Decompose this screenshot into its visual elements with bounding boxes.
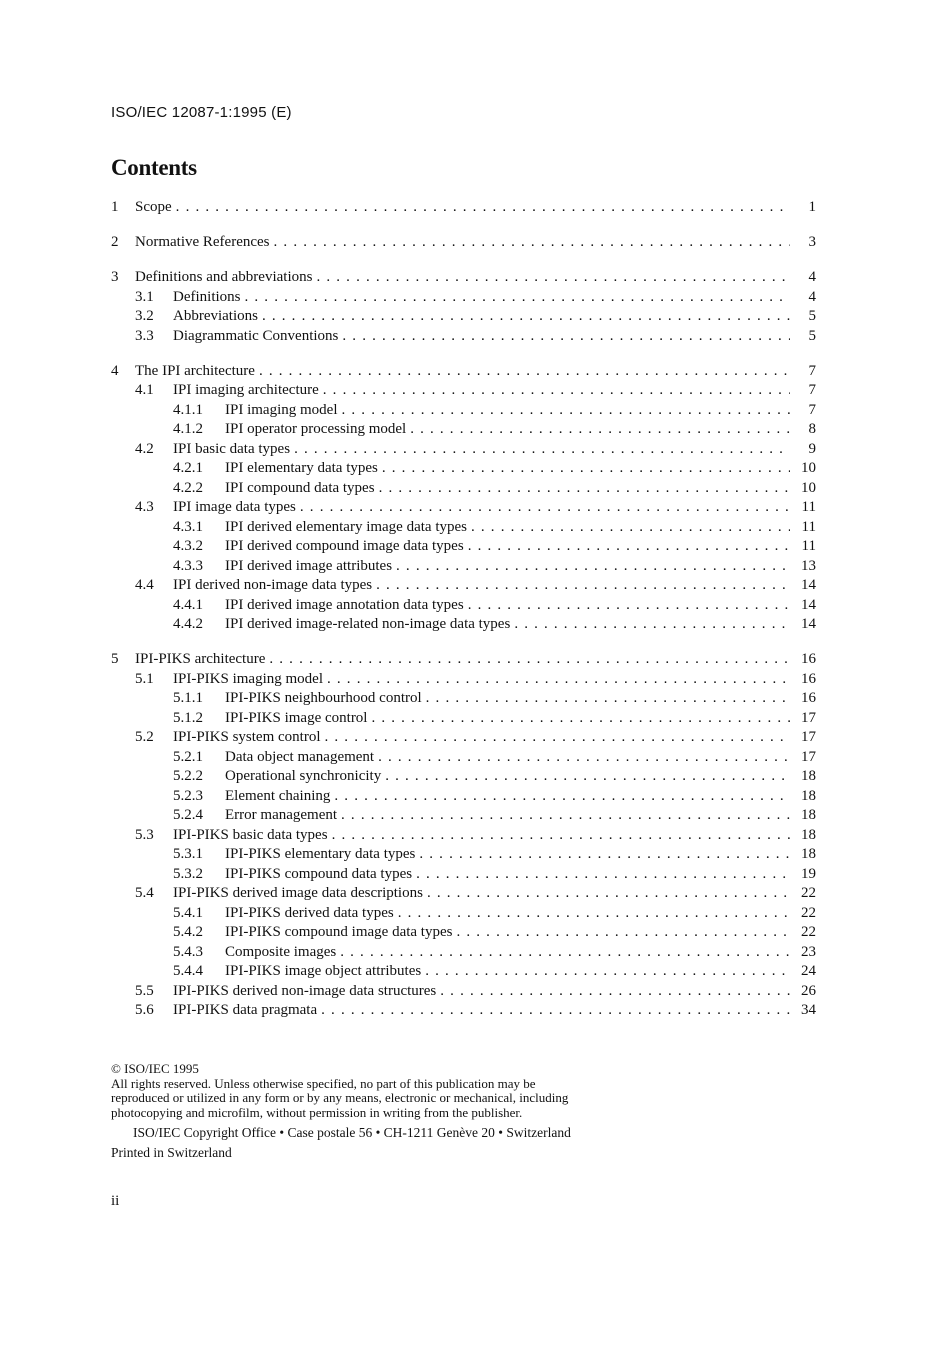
- toc-entry-title-leader: [225, 943, 790, 963]
- toc-entry-title: IPI-PIKS compound data types: [225, 865, 413, 882]
- toc-entry[interactable]: [111, 689, 816, 709]
- toc-entry-title-leader: [173, 381, 790, 401]
- toc-entry-number: 5.3.1: [173, 846, 203, 862]
- toc-entry-title-leader: [225, 865, 790, 885]
- toc-entry[interactable]: [111, 327, 816, 347]
- toc-entry-title-leader: [225, 767, 790, 787]
- toc-entry-page: 9: [808, 440, 816, 457]
- toc-entry-number: 3: [111, 269, 119, 285]
- toc-entry[interactable]: [111, 268, 816, 288]
- toc-entry-page: 10: [801, 479, 816, 496]
- toc-entry-page: 34: [801, 1002, 816, 1018]
- toc-entry[interactable]: [111, 557, 816, 577]
- toc-entry-title: IPI basic data types: [173, 440, 291, 457]
- toc-entry-page: 14: [801, 577, 816, 593]
- toc-entry-number: 3.1: [135, 288, 154, 305]
- toc-entry[interactable]: [111, 401, 816, 421]
- toc-entry[interactable]: [111, 288, 816, 308]
- toc-entry-title: Scope: [135, 199, 172, 215]
- toc-entry[interactable]: [111, 498, 816, 518]
- toc-entry-title-leader: [173, 498, 790, 518]
- toc-entry-title: IPI derived elementary image data types: [225, 518, 467, 535]
- toc-entry-title-leader: [225, 806, 790, 826]
- toc-entry[interactable]: [111, 709, 816, 729]
- toc-entry[interactable]: [111, 923, 816, 943]
- toc-entry-title: The IPI architecture: [135, 362, 255, 379]
- toc-entry-title: IPI-PIKS derived data types: [225, 904, 394, 921]
- rights-text-line-3: photocopying and microfilm, without permission in writing from the publisher.: [111, 1104, 523, 1120]
- toc-entry[interactable]: [111, 596, 816, 616]
- toc-entry-title-leader: [173, 1001, 790, 1021]
- toc-entry-title-leader: [173, 670, 790, 690]
- toc-entry[interactable]: [111, 865, 816, 885]
- toc-entry[interactable]: [111, 459, 816, 479]
- toc-entry-page: 19: [801, 865, 816, 882]
- toc-entry-title-leader: [173, 307, 790, 327]
- toc-entry-page: 24: [801, 963, 816, 979]
- toc-entry-page: 16: [801, 670, 816, 687]
- toc-entry-title-leader: [173, 576, 790, 596]
- toc-entry-title: Element chaining: [225, 787, 331, 804]
- toc-entry-title: Definitions and abbreviations: [135, 269, 313, 285]
- toc-entry-title: IPI image data types: [173, 499, 296, 515]
- toc-entry-title: IPI-PIKS image object attributes: [225, 963, 422, 979]
- toc-entry-title: IPI imaging architecture: [173, 382, 319, 398]
- toc-entry-number: 4.1.1: [173, 401, 203, 418]
- toc-entry-title: IPI derived compound image data types: [225, 538, 464, 554]
- toc-entry-title: IPI derived image-related non-image data types: [225, 616, 511, 632]
- toc-entry-number: 4.2.2: [173, 479, 203, 496]
- toc-entry-number: 5.4.4: [173, 963, 203, 979]
- toc-entry-number: 5.6: [135, 1002, 154, 1018]
- toc-entry-title: IPI-PIKS system control: [173, 729, 321, 745]
- toc-entry-title: IPI-PIKS imaging model: [173, 670, 323, 687]
- toc-entry[interactable]: [111, 845, 816, 865]
- page-number: ii: [111, 1193, 120, 1209]
- toc-entry-title-leader: [173, 982, 790, 1002]
- toc-entry[interactable]: [111, 670, 816, 690]
- toc-entry-page: 22: [801, 904, 816, 921]
- toc-entry-page: 22: [801, 924, 816, 940]
- toc-entry-number: 4: [111, 362, 119, 379]
- toc-entry[interactable]: [111, 748, 816, 768]
- toc-entry-title: IPI compound data types: [225, 479, 375, 496]
- toc-entry-page: 22: [801, 885, 816, 901]
- toc-entry-page: 23: [801, 943, 816, 960]
- toc-entry[interactable]: [111, 1001, 816, 1021]
- toc-entry-number: 5.2.2: [173, 768, 203, 784]
- toc-entry-number: 5.3: [135, 826, 154, 843]
- toc-entry-title-leader: [225, 518, 790, 538]
- toc-entry-number: 4.4.1: [173, 596, 203, 613]
- toc-entry-page: 18: [801, 768, 816, 784]
- printed-in: Printed in Switzerland: [111, 1144, 232, 1160]
- toc-entry-title: IPI-PIKS data pragmata: [173, 1002, 318, 1018]
- toc-entry-number: 5.4.2: [173, 924, 203, 940]
- toc-entry-number: 5.2: [135, 729, 154, 745]
- toc-entry-title: Error management: [225, 807, 338, 823]
- toc-entry-title-leader: [225, 709, 790, 729]
- toc-entry-title-leader: [173, 440, 790, 460]
- toc-entry-page: 11: [801, 538, 816, 554]
- toc-entry-page: 18: [801, 807, 816, 823]
- toc-entry-number: 4.3.1: [173, 518, 203, 535]
- toc-entry-page: 1: [808, 199, 816, 215]
- toc-entry-number: 5.4.1: [173, 904, 203, 921]
- toc-entry-page: 11: [801, 518, 816, 535]
- toc-entry-number: 5.1: [135, 670, 154, 687]
- toc-entry-page: 17: [801, 748, 816, 765]
- toc-entry-title-leader: [173, 288, 790, 308]
- toc-entry-number: 4.4.2: [173, 616, 203, 632]
- toc-entry-title: IPI-PIKS derived non-image data structures: [173, 982, 437, 999]
- document-header: ISO/IEC 12087-1:1995 (E): [111, 104, 292, 121]
- toc-entry-number: 5.2.4: [173, 807, 203, 823]
- toc-entry-title-leader: [173, 884, 790, 904]
- toc-entry-page: 18: [801, 826, 816, 843]
- toc-entry-title-leader: [225, 787, 790, 807]
- toc-entry-title-leader: [135, 268, 790, 288]
- copyright-office-address: ISO/IEC Copyright Office • Case postale 56 • CH-1211 Genève 20 • Switzerland: [133, 1125, 571, 1140]
- toc-entry-title: IPI-PIKS neighbourhood control: [225, 690, 422, 706]
- toc-entry-page: 4: [808, 288, 816, 305]
- toc-entry-page: 5: [808, 308, 816, 324]
- toc-entry-page: 11: [801, 499, 816, 515]
- toc-entry-page: 17: [801, 729, 816, 745]
- toc-entry[interactable]: [111, 576, 816, 596]
- toc-entry-title: IPI operator processing model: [225, 421, 407, 437]
- toc-entry-page: 16: [801, 651, 816, 667]
- toc-entry-title-leader: [225, 845, 790, 865]
- toc-entry[interactable]: [111, 440, 816, 460]
- toc-entry[interactable]: [111, 884, 816, 904]
- toc-entry-number: 5.1.2: [173, 709, 203, 726]
- rights-text-line-1: All rights reserved. Unless otherwise specified, no part of this publication may be: [111, 1075, 536, 1091]
- toc-entry-number: 5.4: [135, 885, 154, 901]
- toc-entry-page: 8: [808, 421, 816, 437]
- toc-entry-title: Normative References: [135, 234, 270, 250]
- toc-entry-page: 10: [801, 460, 816, 476]
- toc-entry[interactable]: [111, 767, 816, 787]
- toc-entry-number: 5.2.1: [173, 748, 203, 765]
- toc-entry-page: 7: [808, 382, 816, 398]
- toc-entry[interactable]: [111, 650, 816, 670]
- toc-entry-title-leader: [225, 962, 790, 982]
- toc-entry[interactable]: [111, 962, 816, 982]
- toc-entry-number: 4.3.3: [173, 557, 203, 574]
- toc-entry-number: 3.2: [135, 308, 154, 324]
- toc-entry-number: 2: [111, 234, 119, 250]
- toc-entry-page: 26: [801, 982, 816, 999]
- toc-entry[interactable]: [111, 826, 816, 846]
- toc-entry-page: 3: [808, 234, 816, 250]
- toc-entry-title-leader: [225, 557, 790, 577]
- toc-entry[interactable]: [111, 943, 816, 963]
- toc-entry-title-leader: [225, 537, 790, 557]
- toc-entry-title-leader: [135, 362, 790, 382]
- toc-entry-title-leader: [225, 459, 790, 479]
- toc-entry-title: IPI-PIKS image control: [225, 709, 368, 726]
- toc-entry-title: IPI-PIKS basic data types: [173, 826, 328, 843]
- toc-entry-title: IPI derived non-image data types: [173, 577, 373, 593]
- copyright-block: [111, 1062, 651, 1160]
- toc-entry-number: 1: [111, 199, 119, 215]
- toc-entry[interactable]: [111, 982, 816, 1002]
- toc-entry[interactable]: [111, 728, 816, 748]
- toc-entry-number: 5.3.2: [173, 865, 203, 882]
- toc-entry-number: 5.4.3: [173, 943, 203, 960]
- toc-entry-title-leader: [225, 596, 790, 616]
- toc-entry-title-leader: [173, 826, 790, 846]
- toc-entry-title: IPI-PIKS elementary data types: [225, 846, 416, 862]
- toc-entry-title-leader: [225, 689, 790, 709]
- toc-entry-title: Diagrammatic Conventions: [173, 327, 339, 344]
- copyright-notice: © ISO/IEC 1995: [111, 1061, 199, 1076]
- toc-entry-number: 4.2.1: [173, 460, 203, 476]
- toc-entry[interactable]: [111, 904, 816, 924]
- toc-entry-title: Data object management: [225, 748, 375, 765]
- toc-entry-number: 5.1.1: [173, 690, 203, 706]
- toc-entry-title: IPI derived image annotation data types: [225, 596, 464, 613]
- toc-entry[interactable]: [111, 787, 816, 807]
- toc-entry[interactable]: [111, 307, 816, 327]
- toc-entry[interactable]: [111, 381, 816, 401]
- toc-entry-title-leader: [225, 401, 790, 421]
- rights-text-line-2: reproduced or utilized in any form or by any means, electronic or mechanical, including: [111, 1090, 569, 1105]
- toc-entry[interactable]: [111, 420, 816, 440]
- toc-entry-title: IPI-PIKS architecture: [135, 651, 266, 667]
- toc-entry-number: 4.3.2: [173, 538, 203, 554]
- toc-entry-page: 7: [808, 401, 816, 418]
- toc-entry-page: 16: [801, 690, 816, 706]
- toc-entry-page: 13: [801, 557, 816, 574]
- toc-entry-title: Operational synchronicity: [225, 768, 382, 784]
- toc-entry-number: 3.3: [135, 327, 154, 344]
- toc-entry-title-leader: [225, 748, 790, 768]
- toc-entry-number: 5: [111, 651, 119, 667]
- toc-entry[interactable]: [111, 537, 816, 557]
- toc-entry-number: 5.2.3: [173, 787, 203, 804]
- toc-entry-number: 4.2: [135, 440, 154, 457]
- toc-entry-title: IPI-PIKS derived image data descriptions: [173, 885, 423, 901]
- toc-entry[interactable]: [111, 615, 816, 635]
- table-of-contents: [111, 198, 816, 1021]
- toc-entry-title-leader: [135, 233, 790, 253]
- toc-entry-title-leader: [225, 420, 790, 440]
- toc-entry[interactable]: [111, 233, 816, 253]
- toc-entry-title: IPI imaging model: [225, 401, 338, 418]
- toc-entry-title-leader: [173, 728, 790, 748]
- toc-entry-page: 4: [808, 269, 816, 285]
- toc-entry-number: 5.5: [135, 982, 154, 999]
- toc-entry-title-leader: [225, 479, 790, 499]
- toc-entry-title-leader: [225, 904, 790, 924]
- toc-entry-page: 18: [801, 787, 816, 804]
- toc-entry-title-leader: [135, 198, 790, 218]
- toc-entry[interactable]: [111, 198, 816, 218]
- toc-entry-number: 4.4: [135, 577, 154, 593]
- toc-entry-page: 7: [808, 362, 816, 379]
- toc-entry-title-leader: [225, 615, 790, 635]
- toc-entry-title: IPI derived image attributes: [225, 557, 393, 574]
- page-title: Contents: [111, 155, 197, 180]
- toc-entry-title: Definitions: [173, 288, 241, 305]
- toc-entry-title-leader: [173, 327, 790, 347]
- toc-entry-page: 18: [801, 846, 816, 862]
- toc-entry-page: 17: [801, 709, 816, 726]
- toc-entry-title: Abbreviations: [173, 308, 258, 324]
- toc-entry-title: IPI-PIKS compound image data types: [225, 924, 453, 940]
- toc-entry[interactable]: [111, 479, 816, 499]
- toc-entry-number: 4.1: [135, 382, 154, 398]
- toc-entry-title-leader: [225, 923, 790, 943]
- toc-entry-number: 4.1.2: [173, 421, 203, 437]
- toc-entry[interactable]: [111, 362, 816, 382]
- toc-entry-number: 4.3: [135, 499, 154, 515]
- toc-entry-title: IPI elementary data types: [225, 460, 378, 476]
- toc-entry[interactable]: [111, 806, 816, 826]
- toc-entry-title-leader: [135, 650, 790, 670]
- toc-entry[interactable]: [111, 518, 816, 538]
- toc-entry-page: 14: [801, 616, 816, 632]
- toc-entry-page: 5: [808, 327, 816, 344]
- toc-entry-title: Composite images: [225, 943, 337, 960]
- toc-entry-page: 14: [801, 596, 816, 613]
